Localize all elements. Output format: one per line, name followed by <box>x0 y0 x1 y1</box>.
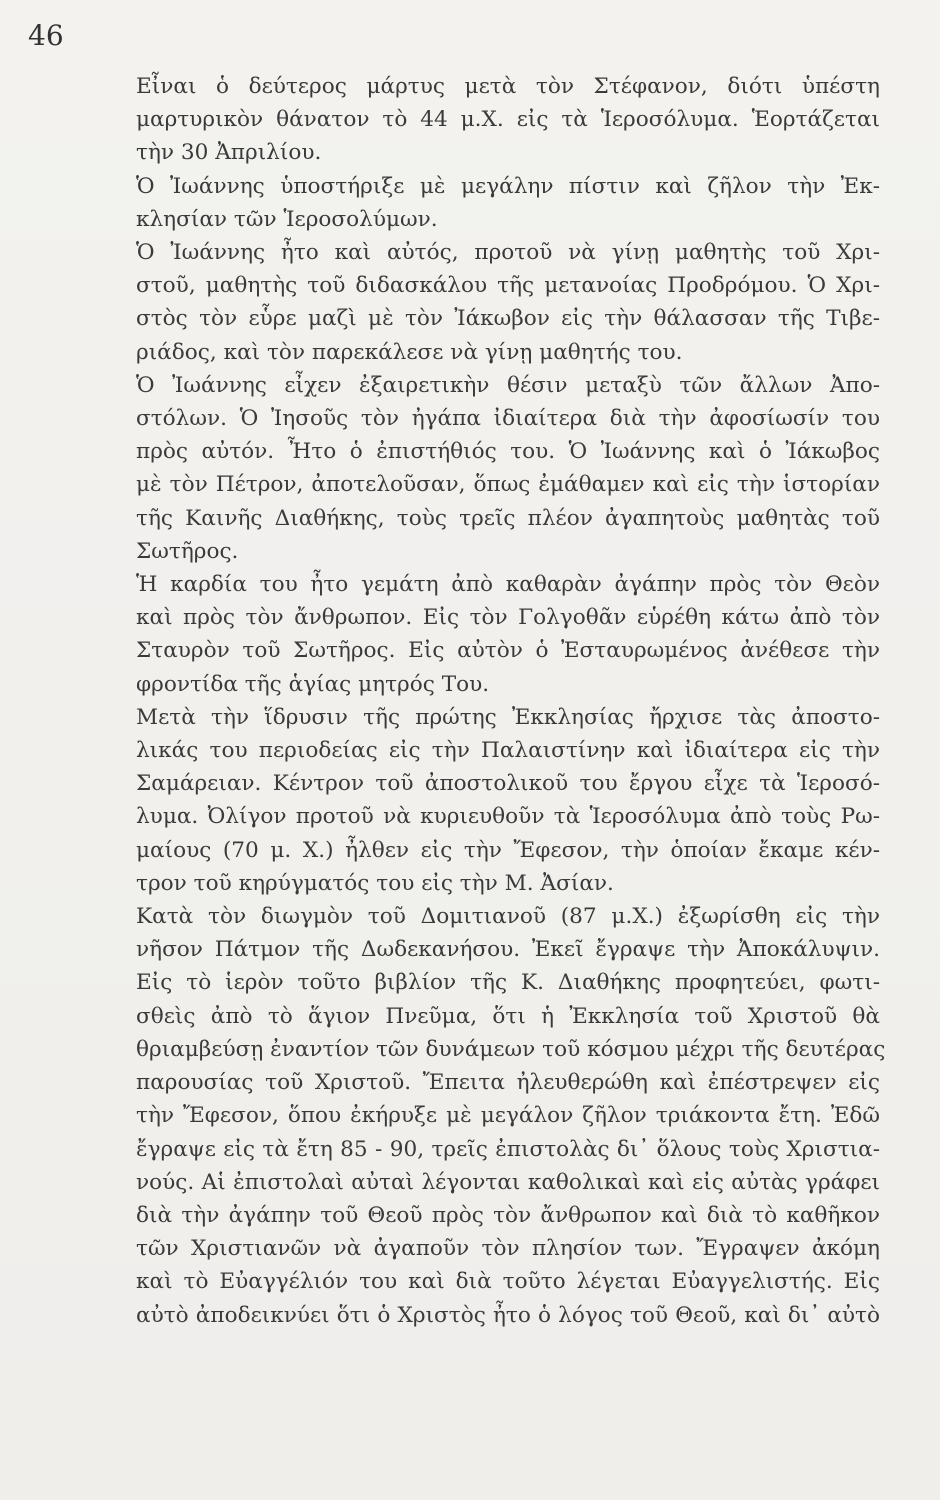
paragraph-line: στοῦ, μαθητὴς τοῦ διδασκάλου τῆς μετανοίας Προδρόμου. Ὁ Χρι- <box>136 273 880 299</box>
paragraph-line: στόλων. Ὁ Ἰησοῦς τὸν ἠγάπα ἰδιαίτερα διὰ τὴν ἀφοσίωσίν του <box>136 406 880 432</box>
paragraph-line: Σαμάρειαν. Κέντρον τοῦ ἀποστολικοῦ του ἔργου εἶχε τὰ Ἱεροσό- <box>136 771 880 797</box>
paragraph-line: κλησίαν τῶν Ἱεροσολύμων. <box>136 206 438 232</box>
paragraph-line: πρὸς αὐτόν. Ἦτο ὁ ἐπιστήθιός του. Ὁ Ἰωάννης καὶ ὁ Ἰάκωβος <box>136 439 880 465</box>
paragraph-line: τρον τοῦ κηρύγματός του εἰς τὴν Μ. Ἀσίαν. <box>136 870 614 896</box>
paragraph-line: Κατὰ τὸν διωγμὸν τοῦ Δομιτιανοῦ (87 μ.Χ.) ἐξωρίσθη εἰς τὴν <box>136 904 880 930</box>
paragraph-line: αὐτὸ ἀποδεικνύει ὅτι ὁ Χριστὸς ἦτο ὁ λόγος τοῦ Θεοῦ, καὶ δι᾽ αὐτὸ <box>136 1302 880 1328</box>
paragraph-7 <box>90 900 886 1332</box>
paragraph-4 <box>90 369 880 568</box>
paragraph-line: Ὁ Ἰωάννης ἦτο καὶ αὐτός, προτοῦ νὰ γίνῃ μαθητὴς τοῦ Χρι- <box>136 240 880 266</box>
paragraph-line: νῆσον Πάτμον τῆς Δωδεκανήσου. Ἐκεῖ ἔγραψε τὴν Ἀποκάλυψιν. <box>136 937 880 963</box>
body-text <box>90 70 886 1332</box>
paragraph-1 <box>90 70 880 170</box>
paragraph-line: νούς. Αἱ ἐπιστολαὶ αὐταὶ λέγονται καθολικαὶ καὶ εἰς αὐτὰς γράφει <box>136 1169 880 1195</box>
paragraph-line: Σταυρὸν τοῦ Σωτῆρος. Εἰς αὐτὸν ὁ Ἐσταυρωμένος ἀνέθεσε τὴν <box>136 638 880 664</box>
paragraph-line: καὶ τὸ Εὐαγγέλιόν του καὶ διὰ τοῦτο λέγεται Εὐαγγελιστής. Εἰς <box>136 1269 880 1295</box>
paragraph-5 <box>90 568 880 701</box>
paragraph-2 <box>90 170 880 236</box>
paragraph-line: λυμα. Ὀλίγον προτοῦ νὰ κυριευθοῦν τὰ Ἱεροσόλυμα ἀπὸ τοὺς Ρω- <box>136 804 880 830</box>
paragraph-line: ριάδος, καὶ τὸν παρεκάλεσε νὰ γίνῃ μαθητής του. <box>136 339 683 365</box>
paragraph-line: ἔγραψε εἰς τὰ ἔτη 85 - 90, τρεῖς ἐπιστολὰς δι᾽ ὅλους τοὺς Χριστια- <box>136 1136 880 1162</box>
paragraph-line: τῶν Χριστιανῶν νὰ ἀγαποῦν τὸν πλησίον των. Ἔγραψεν ἀκόμη <box>136 1236 880 1262</box>
paragraph-line: Εἶναι ὁ δεύτερος μάρτυς μετὰ τὸν Στέφανον, διότι ὑπέστη <box>136 74 880 99</box>
paragraph-line: τὴν 30 Ἀπριλίου. <box>136 140 322 166</box>
page-number: 46 <box>28 19 64 52</box>
paragraph-line: Εἰς τὸ ἱερὸν τοῦτο βιβλίον τῆς Κ. Διαθήκης προφητεύει, φωτι- <box>136 970 880 996</box>
paragraph-line: λικάς του περιοδείας εἰς τὴν Παλαιστίνην καὶ ἰδιαίτερα εἰς τὴν <box>136 738 880 764</box>
paragraph-6 <box>90 701 880 900</box>
paragraph-line: μαρτυρικὸν θάνατον τὸ 44 μ.Χ. εἰς τὰ Ἱεροσόλυμα. Ἑορτάζεται <box>136 107 880 133</box>
paragraph-line: Ὁ Ἰωάννης ὑποστήριξε μὲ μεγάλην πίστιν καὶ ζῆλον τὴν Ἐκ- <box>136 173 880 199</box>
paragraph-line: στὸς τὸν εὗρε μαζὶ μὲ τὸν Ἰάκωβον εἰς τὴν θάλασσαν τῆς Τιβε- <box>136 306 880 332</box>
paragraph-line: καὶ πρὸς τὸν ἄνθρωπον. Εἰς τὸν Γολγοθᾶν εὑρέθη κάτω ἀπὸ τὸν <box>136 605 880 631</box>
paragraph-line: τῆς Καινῆς Διαθήκης, τοὺς τρεῖς πλέον ἀγαπητοὺς μαθητὰς τοῦ <box>136 505 880 531</box>
paragraph-line: τὴν Ἔφεσον, ὅπου ἐκήρυξε μὲ μεγάλον ζῆλον τριάκοντα ἔτη. Ἐδῶ <box>136 1103 880 1129</box>
paragraph-line: παρουσίας τοῦ Χριστοῦ. Ἔπειτα ἠλευθερώθη καὶ ἐπέστρεψεν εἰς <box>136 1070 880 1096</box>
paragraph-3 <box>90 236 880 369</box>
paragraph-line: σθεὶς ἀπὸ τὸ ἅγιον Πνεῦμα, ὅτι ἡ Ἐκκλησία τοῦ Χριστοῦ θὰ <box>136 1003 880 1029</box>
paragraph-line: διὰ τὴν ἀγάπην τοῦ Θεοῦ πρὸς τὸν ἄνθρωπον καὶ διὰ τὸ καθῆκον <box>136 1202 880 1228</box>
paragraph-line: Μετὰ τὴν ἵδρυσιν τῆς πρώτης Ἐκκλησίας ἤρχισε τὰς ἀποστο- <box>136 704 880 730</box>
paragraph-line: Σωτῆρος. <box>136 538 239 564</box>
paragraph-line: μαίους (70 μ. Χ.) ἦλθεν εἰς τὴν Ἔφεσον, τὴν ὁποίαν ἔκαμε κέν- <box>136 837 880 863</box>
paragraph-line: μὲ τὸν Πέτρον, ἀποτελοῦσαν, ὅπως ἐμάθαμεν καὶ εἰς τὴν ἱστορίαν <box>136 472 880 498</box>
paragraph-line: Ὁ Ἰωάννης εἶχεν ἐξαιρετικὴν θέσιν μεταξὺ τῶν ἄλλων Ἀπο- <box>136 372 880 398</box>
paragraph-line: Ἡ καρδία του ἦτο γεμάτη ἀπὸ καθαρὰν ἀγάπην πρὸς τὸν Θεὸν <box>136 572 880 598</box>
paragraph-line: φροντίδα τῆς ἁγίας μητρός Του. <box>136 671 490 697</box>
paragraph-line: θριαμβεύσῃ ἐναντίον τῶν δυνάμεων τοῦ κόσμου μέχρι τῆς δευτέρας <box>136 1036 886 1062</box>
